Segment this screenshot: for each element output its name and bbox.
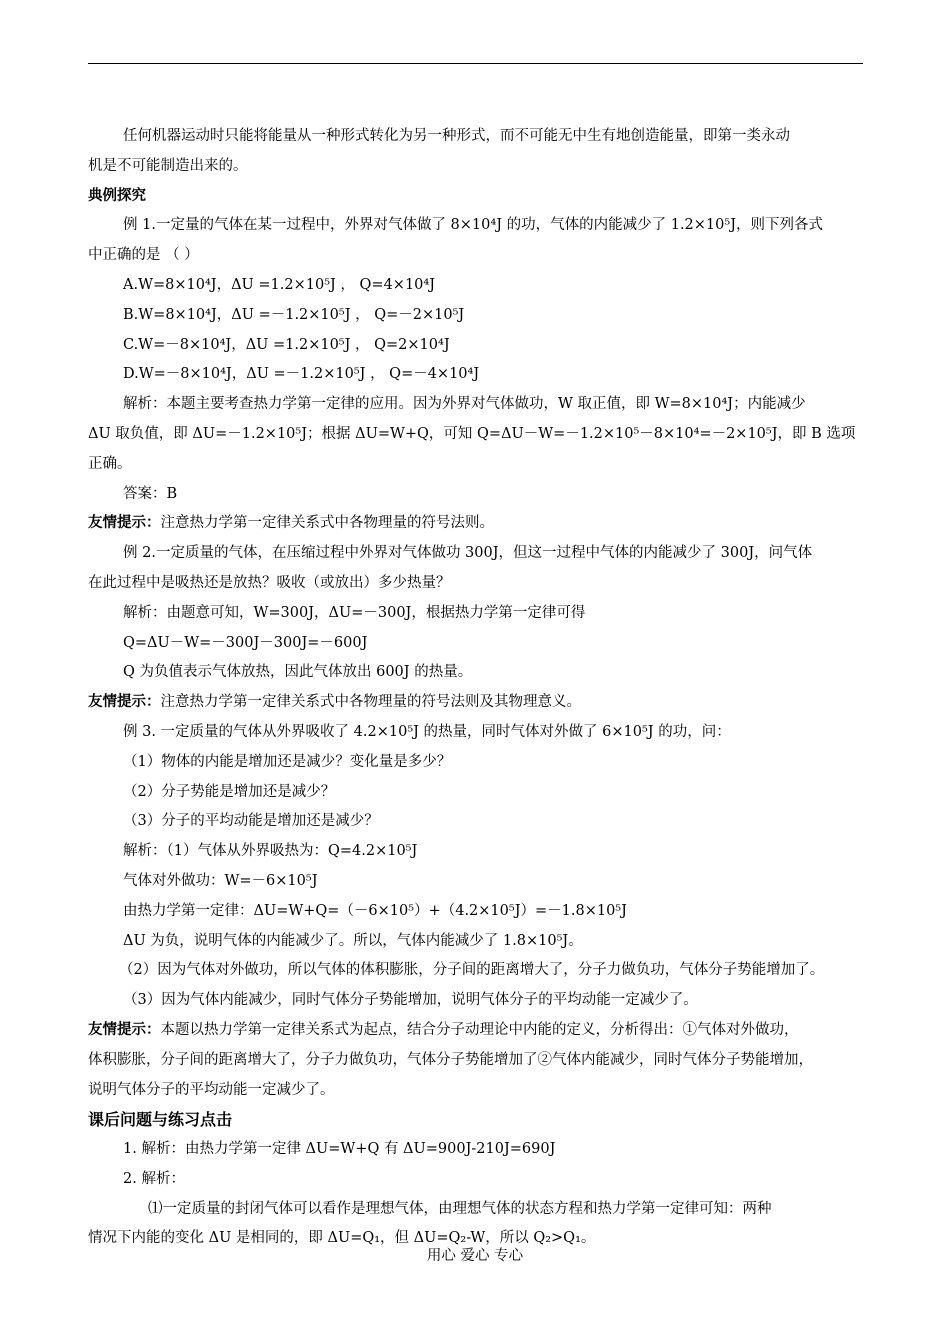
example3-analysis-6: （3）因为气体内能减少，同时气体分子势能增加，说明气体分子的平均动能一定减少了。 [123, 992, 698, 1009]
intro-line-1: 任何机器运动时只能将能量从一种形式转化为另一种形式，而不可能无中生有地创造能量，即第一类永动 [123, 128, 790, 144]
example3-analysis-3: 由热力学第一定律：ΔU=W+Q=（－6×10⁵）+（4.2×10⁵J）=－1.8×10⁵J [123, 902, 627, 919]
tip-3-text-1: 本题以热力学第一定律关系式为起点，结合分子动理论中内能的定义，分析得出：①气体对外做功， [160, 1021, 799, 1038]
example1-option-b: B.W=8×10⁴J，ΔU =－1.2×10⁵J ， Q=－2×10⁵J [123, 306, 465, 323]
section-title-exercises: 课后问题与练习点击 [88, 1110, 233, 1130]
exercise-1: 1. 解析：由热力学第一定律 ΔU=W+Q 有 ΔU=900J-210J=690J [123, 1141, 556, 1158]
example2-analysis-line-3: Q 为负值表示气体放热，因此气体放出 600J 的热量。 [123, 664, 473, 681]
example2-question-line-1: 例 2.一定质量的气体，在压缩过程中外界对气体做功 300J，但这一过程中气体的内能减少了 300J，问气体 [123, 545, 813, 562]
example1-analysis-line-1: 解析：本题主要考查热力学第一定律的应用。因为外界对气体做功，W 取正值，即 W=8×10⁴J；内能减少 [123, 396, 806, 413]
exercise-2: 2. 解析： [123, 1170, 185, 1187]
example1-question-line-2: 中正确的是 （ ） [88, 247, 199, 264]
tip-1-label: 友情提示： [88, 515, 161, 532]
tip-3-line-3: 说明气体分子的平均动能一定减少了。 [88, 1081, 335, 1098]
section-title-examples: 典例探究 [88, 187, 146, 204]
example3-analysis-4: ΔU 为负，说明气体的内能减少了。所以，气体内能减少了 1.8×10⁵J。 [123, 932, 583, 949]
example1-option-c: C.W=－8×10⁴J，ΔU =1.2×10⁵J ， Q=2×10⁴J [123, 336, 450, 353]
document-body [88, 122, 864, 1254]
example1-answer: 答案：B [123, 485, 178, 502]
example3-subquestion-2: （2）分子势能是增加还是减少？ [123, 783, 336, 800]
example1-question-line-1: 例 1.一定量的气体在某一过程中，外界对气体做了 8×10⁴J 的功，气体的内能减少了 1.2×10⁵J，则下列各式 [123, 217, 824, 234]
tip-2-label: 友情提示： [88, 694, 161, 711]
header-rule [88, 63, 863, 64]
example1-option-d: D.W=－8×10⁴J，ΔU =－1.2×10⁵J ， Q=－4×10⁴J [123, 366, 480, 383]
tip-2-text: 注意热力学第一定律关系式中各物理量的符号法则及其物理意义。 [160, 694, 581, 711]
tip-2 [88, 688, 864, 718]
example3-subquestion-3: （3）分子的平均动能是增加还是减少？ [123, 813, 379, 830]
example3-question: 例 3. 一定质量的气体从外界吸收了 4.2×10⁵J 的热量，同时气体对外做了 6×10⁵J 的功，问： [123, 723, 731, 740]
page-footer: 用心 爱心 专心 [426, 1248, 524, 1264]
example1-option-a: A.W=8×10⁴J，ΔU =1.2×10⁵J ， Q=4×10⁴J [123, 276, 436, 293]
example3-subquestion-1: （1）物体的内能是增加还是减少？变化量是多少？ [123, 753, 452, 770]
example2-analysis-line-1: 解析：由题意可知，W=300J，ΔU=－300J，根据热力学第一定律可得 [123, 604, 586, 621]
exercise-2-line-1: ⑴一定质量的封闭气体可以看作是理想气体，由理想气体的状态方程和热力学第一定律可知：两种 [148, 1200, 772, 1217]
tip-3-line-2: 体积膨胀，分子间的距离增大了，分子力做负功，气体分子势能增加了②气体内能减少，同时气体分子势能增加， [88, 1051, 813, 1068]
example3-analysis-5: （2）因为气体对外做功，所以气体的体积膨胀，分子间的距离增大了，分子力做负功，气体分子势能增加了。 [119, 962, 825, 979]
intro-line-2: 机是不可能制造出来的。 [88, 157, 248, 174]
example3-analysis-2: 气体对外做功：W=－6×10⁵J [123, 872, 318, 889]
example1-analysis-line-2: ΔU 取负值，即 ΔU=－1.2×10⁵J；根据 ΔU=W+Q，可知 Q=ΔU－W=－1.2×10⁵－8×10⁴=－2×10⁵J，即 B 选项正确。 [88, 425, 856, 472]
example2-question-line-2: 在此过程中是吸热还是放热？吸收（或放出）多少热量？ [88, 574, 451, 591]
tip-3-line-1 [88, 1016, 864, 1046]
tip-1-text: 注意热力学第一定律关系式中各物理量的符号法则。 [160, 515, 494, 532]
tip-1 [88, 509, 864, 539]
example3-analysis-1: 解析：（1）气体从外界吸热为：Q=4.2×10⁵J [123, 843, 418, 860]
example2-analysis-line-2: Q=ΔU－W=－300J－300J=－600J [123, 634, 368, 651]
exercise-2-line-2: 情况下内能的变化 ΔU 是相同的，即 ΔU=Q₁，但 ΔU=Q₂-W，所以 Q₂>Q₁。 [88, 1230, 596, 1247]
tip-3-label: 友情提示： [88, 1021, 161, 1038]
